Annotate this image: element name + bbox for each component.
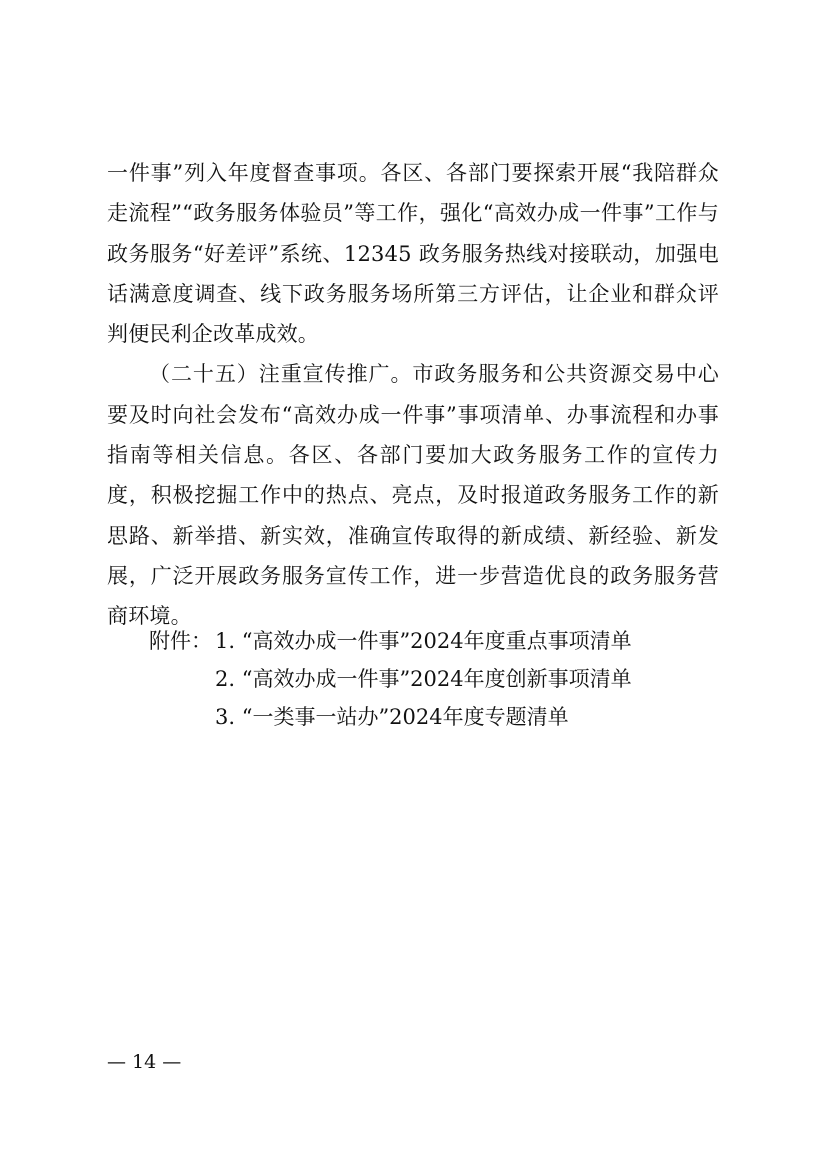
attachment-item: 3. “一类事一站办”2024年度专题清单 — [215, 705, 569, 729]
attachment-row — [149, 622, 749, 660]
attachment-item: 1. “高效办成一件事”2024年度重点事项清单 — [215, 629, 632, 653]
attachment-row — [149, 660, 749, 698]
attachment-row — [149, 698, 749, 736]
paragraph-publicity: （二十五）注重宣传推广。市政务服务和公共资源交易中心要及时向社会发布“高效办成一件事”事项清单、办事流程和办事指南等相关信息。各区、各部门要加大政务服务工作的宣传力度，积极挖掘工作中的热点、亮点，及时报道政务服务工作的新思路、新举措、新实效，准确宣传取得的新成绩、新经验、新发展，广泛开展政务服务宣传工作，进一步营造优良的政务服务营商环境。 — [107, 362, 719, 629]
paragraph-continuation: 一件事”列入年度督查事项。各区、各部门要探索开展“我陪群众走流程”“政务服务体验员”等工作，强化“高效办成一件事”工作与政务服务“好差评”系统、12345 政务服务热线对接联动，加强电话满意度调查、线下政务服务场所第三方评估，让企业和群众评判便民利企改革成效。 — [107, 161, 719, 347]
body-text — [107, 153, 719, 637]
attachment-item: 2. “高效办成一件事”2024年度创新事项清单 — [215, 667, 632, 691]
attachments-list — [149, 622, 749, 736]
page-number: — 14 — — [107, 1051, 182, 1073]
attachments-label: 附件： — [149, 629, 212, 653]
